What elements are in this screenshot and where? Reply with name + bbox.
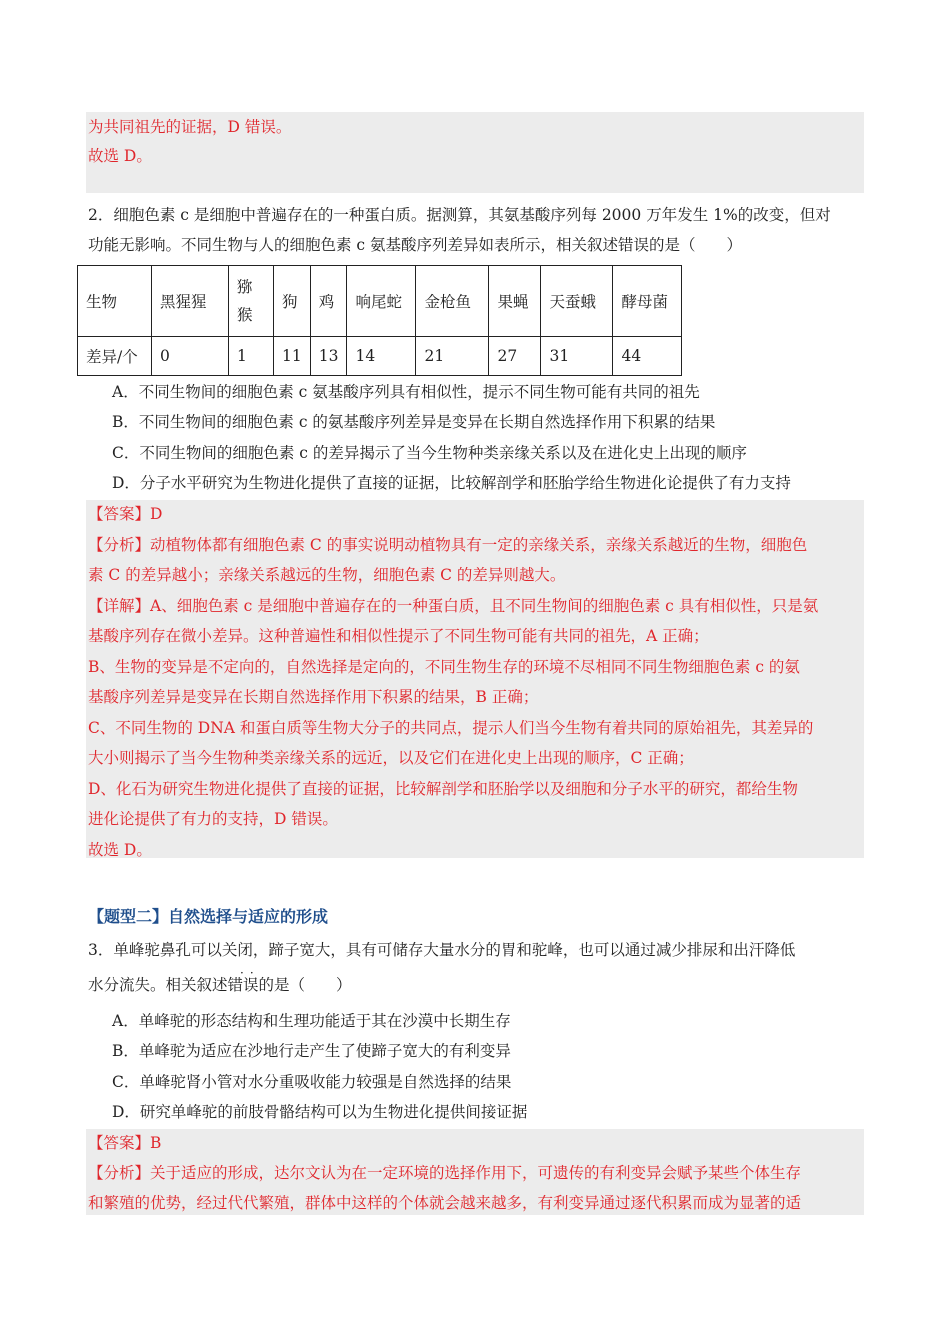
q2-detail-line: 进化论提供了有力的支持，D 错误。 [88,810,338,828]
q2-detail-line: D、化石为研究生物进化提供了直接的证据，比较解剖学和胚胎学以及细胞和分子水平的研究，都给生物 [88,780,798,798]
table-cell: 0 [152,337,229,376]
q3-option-b: B．单峰驼为适应在沙地行走产生了使蹄子宽大的有利变异 [112,1042,511,1060]
q2-stem-line1: 2．细胞色素 c 是细胞中普遍存在的一种蛋白质。据测算，其氨基酸序列每 2000 万年发生 1%的改变，但对 [88,206,831,224]
q3-option-a: A．单峰驼的形态结构和生理功能适于其在沙漠中长期生存 [112,1012,511,1030]
table-cell: 鸡 [310,266,347,337]
q3-stem-line2: 水分流失。相关叙述错误的是（ ） [88,976,352,994]
q3-option-c: C．单峰驼肾小管对水分重吸收能力较强是自然选择的结果 [112,1073,512,1091]
q2-option-c: C．不同生物间的细胞色素 c 的差异揭示了当今生物种类亲缘关系以及在进化史上出现的顺序 [112,444,747,462]
q3-analysis-line2: 和繁殖的优势，经过代代繁殖，群体中这样的个体就会越来越多，有利变异通过逐代积累而成为显著的适 [88,1194,802,1212]
q2-detail-line: 基酸序列差异是变异在长期自然选择作用下积累的结果，B 正确； [88,688,539,706]
table-row-differences [78,337,682,376]
table-cell: 狗 [274,266,311,337]
table-cell: 响尾蛇 [347,266,416,337]
q3-option-d: D．研究单峰驼的前肢骨骼结构可以为生物进化提供间接证据 [112,1103,528,1121]
table-cell: 天蚕蛾 [541,266,613,337]
table-row-organisms [78,266,682,337]
q2-option-d: D．分子水平研究为生物进化提供了直接的证据，比较解剖学和胚胎学给生物进化论提供了有力支持 [112,474,791,492]
q3-analysis-line1: 【分析】关于适应的形成，达尔文认为在一定环境的选择作用下，可遗传的有利变异会赋予某些个体生存 [88,1164,802,1182]
prev-answer-line: 为共同祖先的证据，D 错误。 [88,118,292,136]
table-cell: 黑猩猩 [152,266,229,337]
emphasis-dots: ·· [240,966,260,980]
q2-analysis-line2: 素 C 的差异越小；亲缘关系越远的生物，细胞色素 C 的差异则越大。 [88,566,566,584]
table-cell: 果蝇 [489,266,541,337]
q2-detail-line: B、生物的变异是不定向的，自然选择是定向的，不同生物生存的环境不尽相同不同生物细胞色素 c 的氨 [88,658,800,676]
q3-answer: 【答案】B [88,1134,162,1152]
q2-detail-line: 基酸序列存在微小差异。这种普遍性和相似性提示了不同生物可能有共同的祖先，A 正确； [88,627,709,645]
q2-detail-conclusion: 故选 D。 [88,841,152,859]
table-header-difference: 差异/个 [78,337,152,376]
q3-stem-line1: 3．单峰驼鼻孔可以关闭，蹄子宽大，具有可储存大量水分的胃和驼峰，也可以通过减少排尿和出汗降低 [88,941,796,959]
q2-detail-line: 大小则揭示了当今生物种类亲缘关系的远近，以及它们在进化史上出现的顺序，C 正确； [88,749,694,767]
table-cell: 1 [229,337,274,376]
q2-stem-line2: 功能无影响。不同生物与人的细胞色素 c 氨基酸序列差异如表所示，相关叙述错误的是（ ） [88,236,743,254]
table-cell: 21 [416,337,489,376]
table-cell: 13 [310,337,347,376]
q2-detail-line: C、不同生物的 DNA 和蛋白质等生物大分子的共同点，提示人们当今生物有着共同的原始祖先，其差异的 [88,719,814,737]
q2-option-b: B．不同生物间的细胞色素 c 的氨基酸序列差异是变异在长期自然选择作用下积累的结果 [112,413,716,431]
table-cell: 11 [274,337,311,376]
table-cell: 27 [489,337,541,376]
table-cell: 14 [347,337,416,376]
cytochrome-diff-table [77,265,682,376]
prev-answer-conclusion: 故选 D。 [88,147,152,165]
table-cell: 猕猴 [229,266,274,337]
q2-detail-line: 【详解】A、细胞色素 c 是细胞中普遍存在的一种蛋白质，且不同生物间的细胞色素 c 具有相似性，只是氨 [88,597,819,615]
table-cell: 31 [541,337,613,376]
table-cell: 44 [613,337,682,376]
q2-analysis-line1: 【分析】动植物体都有细胞色素 C 的事实说明动植物具有一定的亲缘关系，亲缘关系越近的生物，细胞色 [88,536,808,554]
q2-option-a: A．不同生物间的细胞色素 c 氨基酸序列具有相似性，提示不同生物可能有共同的祖先 [112,383,700,401]
table-header-organism: 生物 [78,266,152,337]
section-heading: 【题型二】自然选择与适应的形成 [88,907,329,926]
table-cell: 酵母菌 [613,266,682,337]
q2-answer: 【答案】D [88,505,163,523]
table-cell: 金枪鱼 [416,266,489,337]
